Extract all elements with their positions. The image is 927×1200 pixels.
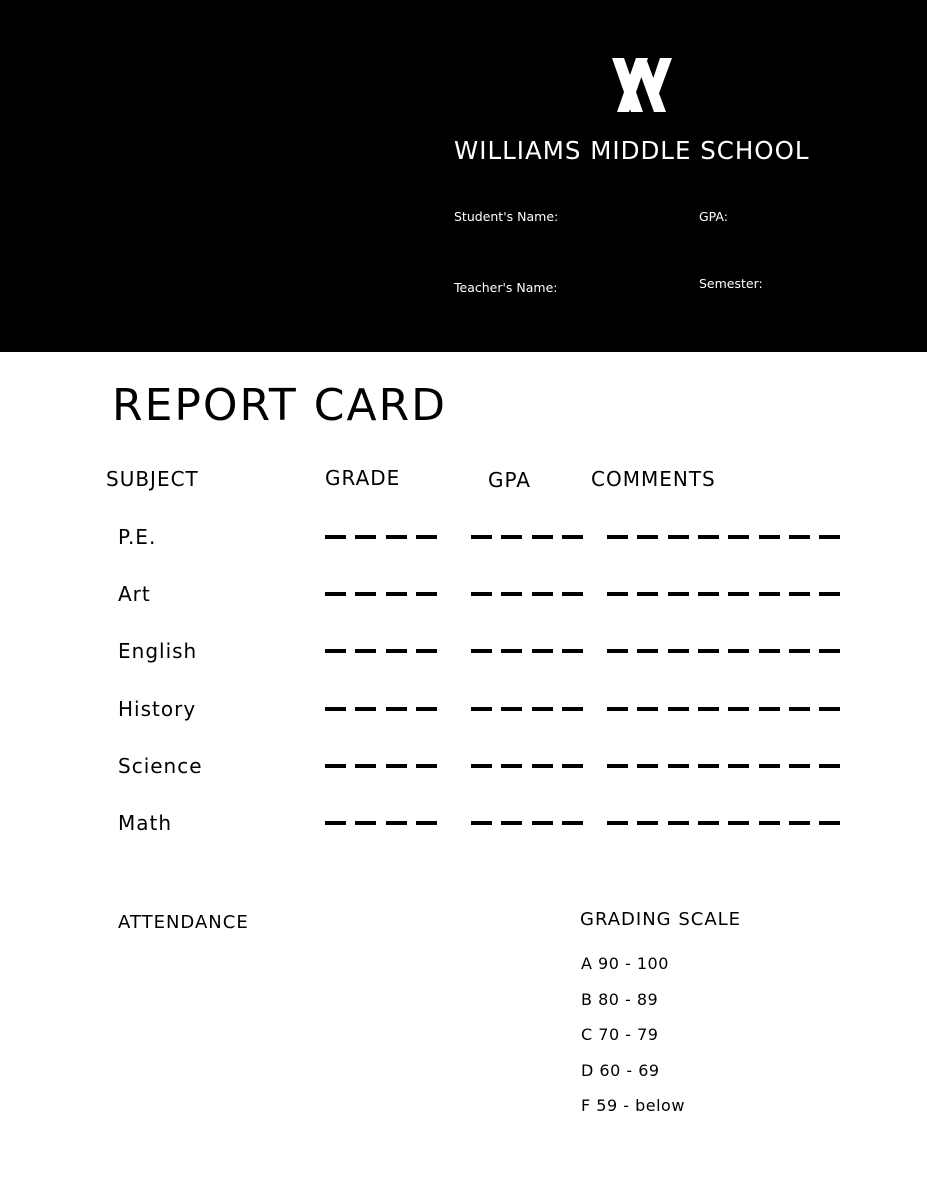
grading-scale-item: F 59 - below (581, 1096, 685, 1115)
gpa-blank-dash (562, 649, 583, 653)
comments-blank-dash (607, 764, 628, 768)
comments-blank-dash (637, 649, 658, 653)
comments-blank-dash (728, 535, 749, 539)
attendance-label: ATTENDANCE (118, 912, 249, 933)
subject-label: English (118, 639, 198, 664)
comments-blank-dash (789, 764, 810, 768)
comments-blank-dash (698, 707, 719, 711)
gpa-blank-dash (471, 707, 492, 711)
grade-blank-dash (416, 592, 437, 596)
grade-blank-dash (416, 649, 437, 653)
comments-blank-dash (637, 707, 658, 711)
comments-blank-dash (668, 764, 689, 768)
gpa-blank-dash (532, 764, 553, 768)
comments-blank-dash (637, 821, 658, 825)
comments-blank-dash (668, 535, 689, 539)
grade-blank-dash (386, 592, 407, 596)
school-name: WILLIAMS MIDDLE SCHOOL (454, 136, 810, 165)
grade-blank-dash (325, 821, 346, 825)
comments-blank-dash (698, 649, 719, 653)
gpa-blank-dash (562, 821, 583, 825)
subject-label: History (118, 696, 197, 721)
grade-blank-dash (416, 821, 437, 825)
grade-blank-dash (416, 764, 437, 768)
comments-blank-dash (698, 535, 719, 539)
comments-blank-dash (637, 764, 658, 768)
grade-blank-dash (325, 649, 346, 653)
student-name-label: Student's Name: (454, 209, 559, 224)
comments-blank-dash (728, 649, 749, 653)
comments-blank-dash (607, 821, 628, 825)
grade-blank-dash (355, 764, 376, 768)
page-title: REPORT CARD (112, 380, 448, 431)
subject-label: Math (118, 811, 173, 835)
comments-blank-dash (607, 707, 628, 711)
grade-column-header: GRADE (325, 466, 401, 490)
teacher-name-label: Teacher's Name: (454, 280, 558, 295)
comments-blank-dash (607, 649, 628, 653)
comments-blank-dash (607, 535, 628, 539)
gpa-blank-dash (562, 535, 583, 539)
comments-blank-dash (789, 649, 810, 653)
header-banner (0, 0, 927, 352)
comments-blank-dash (789, 592, 810, 596)
grade-blank-dash (355, 707, 376, 711)
grade-blank-dash (386, 649, 407, 653)
comments-blank-dash (728, 592, 749, 596)
gpa-blank-dash (562, 592, 583, 596)
grade-blank-dash (355, 535, 376, 539)
grade-blank-dash (416, 535, 437, 539)
grading-scale-item: D 60 - 69 (581, 1060, 660, 1080)
gpa-blank-dash (501, 764, 522, 768)
comments-blank-dash (668, 821, 689, 825)
gpa-blank-dash (532, 707, 553, 711)
comments-blank-dash (819, 764, 840, 768)
comments-blank-dash (789, 707, 810, 711)
gpa-blank-dash (532, 535, 553, 539)
comments-blank-dash (637, 592, 658, 596)
comments-blank-dash (759, 592, 780, 596)
grade-blank-dash (325, 535, 346, 539)
grading-scale-item: A 90 - 100 (581, 954, 669, 973)
grade-blank-dash (325, 707, 346, 711)
comments-blank-dash (819, 707, 840, 711)
grade-blank-dash (355, 649, 376, 653)
grade-blank-dash (386, 535, 407, 539)
grading-scale-label: GRADING SCALE (580, 909, 742, 930)
gpa-blank-dash (471, 764, 492, 768)
grade-blank-dash (355, 821, 376, 825)
subject-label: Science (118, 753, 203, 778)
grade-blank-dash (386, 764, 407, 768)
comments-blank-dash (759, 649, 780, 653)
grade-blank-dash (416, 707, 437, 711)
comments-blank-dash (819, 535, 840, 539)
comments-blank-dash (759, 535, 780, 539)
subject-label: P.E. (118, 525, 157, 549)
comments-blank-dash (728, 707, 749, 711)
gpa-blank-dash (471, 535, 492, 539)
grade-blank-dash (325, 764, 346, 768)
gpa-blank-dash (471, 821, 492, 825)
grading-scale-item: C 70 - 79 (581, 1025, 659, 1044)
comments-column-header: COMMENTS (591, 467, 716, 491)
grade-blank-dash (325, 592, 346, 596)
gpa-blank-dash (501, 535, 522, 539)
gpa-blank-dash (532, 649, 553, 653)
comments-blank-dash (819, 649, 840, 653)
grade-blank-dash (386, 821, 407, 825)
comments-blank-dash (698, 764, 719, 768)
comments-blank-dash (607, 592, 628, 596)
comments-blank-dash (819, 821, 840, 825)
gpa-blank-dash (532, 592, 553, 596)
comments-blank-dash (668, 592, 689, 596)
gpa-blank-dash (471, 592, 492, 596)
comments-blank-dash (668, 707, 689, 711)
gpa-blank-dash (501, 821, 522, 825)
gpa-blank-dash (562, 707, 583, 711)
school-logo-icon (612, 58, 672, 112)
gpa-column-header: GPA (488, 468, 531, 492)
comments-blank-dash (728, 821, 749, 825)
gpa-label: GPA: (699, 209, 728, 224)
gpa-blank-dash (501, 649, 522, 653)
comments-blank-dash (637, 535, 658, 539)
comments-blank-dash (789, 535, 810, 539)
semester-label: Semester: (699, 276, 763, 291)
comments-blank-dash (759, 764, 780, 768)
comments-blank-dash (819, 592, 840, 596)
grading-scale-item: B 80 - 89 (581, 989, 659, 1009)
comments-blank-dash (789, 821, 810, 825)
comments-blank-dash (728, 764, 749, 768)
gpa-blank-dash (501, 592, 522, 596)
grade-blank-dash (386, 707, 407, 711)
comments-blank-dash (759, 707, 780, 711)
gpa-blank-dash (471, 649, 492, 653)
gpa-blank-dash (501, 707, 522, 711)
comments-blank-dash (668, 649, 689, 653)
grade-blank-dash (355, 592, 376, 596)
comments-blank-dash (698, 592, 719, 596)
comments-blank-dash (759, 821, 780, 825)
gpa-blank-dash (562, 764, 583, 768)
subject-label: Art (118, 582, 151, 607)
subject-column-header: SUBJECT (106, 467, 199, 491)
gpa-blank-dash (532, 821, 553, 825)
comments-blank-dash (698, 821, 719, 825)
